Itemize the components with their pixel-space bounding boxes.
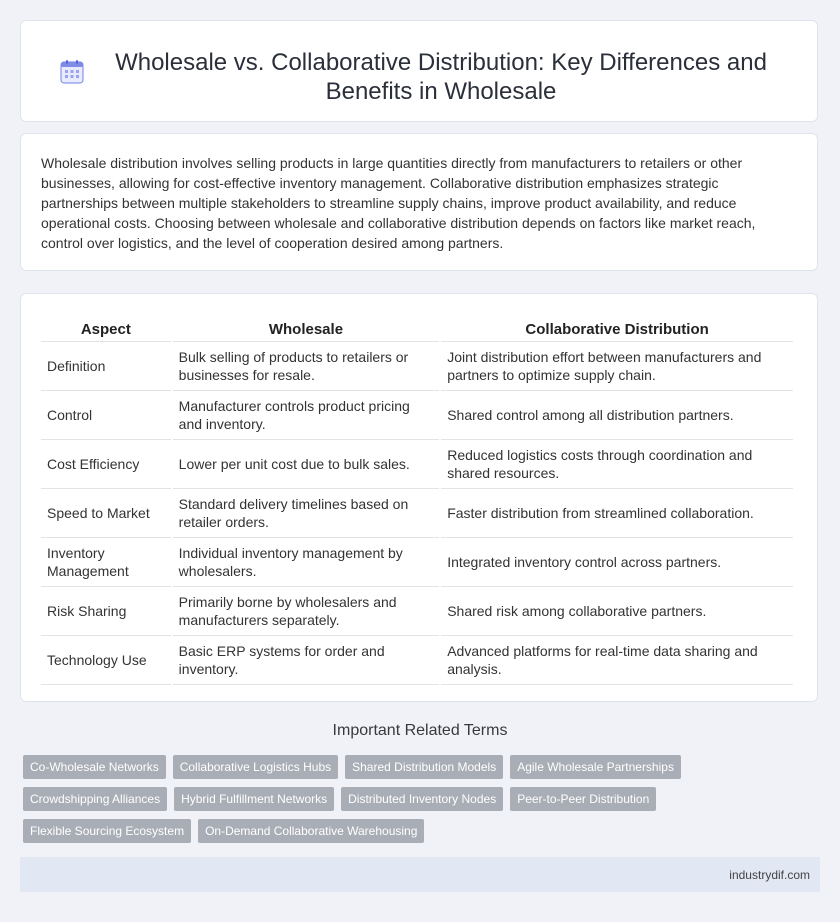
table-row: [41, 587, 793, 636]
table-header-row: [41, 312, 793, 342]
table-row: [41, 489, 793, 538]
header-aspect: Aspect: [41, 312, 171, 342]
table-cell-aspect: Definition: [41, 342, 171, 391]
footer-bar: [20, 857, 820, 892]
table-cell-collaborative: Shared control among all distribution partners.: [441, 391, 793, 440]
comparison-table: [39, 312, 795, 685]
table-cell-aspect: Technology Use: [41, 636, 171, 685]
table-cell-aspect: Risk Sharing: [41, 587, 171, 636]
related-term-tag[interactable]: On-Demand Collaborative Warehousing: [198, 819, 424, 843]
page-title: Wholesale vs. Collaborative Distribution: Key Differences and Benefits in Wholesale: [115, 48, 767, 105]
table-row: [41, 342, 793, 391]
table-cell-wholesale: Lower per unit cost due to bulk sales.: [173, 440, 440, 489]
table-cell-collaborative: Shared risk among collaborative partners.: [441, 587, 793, 636]
table-row: [41, 440, 793, 489]
table-cell-wholesale: Basic ERP systems for order and inventory.: [173, 636, 440, 685]
tag-row: [23, 819, 813, 843]
related-term-tag[interactable]: Flexible Sourcing Ecosystem: [23, 819, 191, 843]
tag-row: [23, 787, 813, 811]
table-cell-aspect: Cost Efficiency: [41, 440, 171, 489]
related-term-tag[interactable]: Shared Distribution Models: [345, 755, 503, 779]
table-row: [41, 391, 793, 440]
related-term-tag[interactable]: Peer-to-Peer Distribution: [510, 787, 656, 811]
table-row: [41, 538, 793, 587]
related-term-tag[interactable]: Hybrid Fulfillment Networks: [174, 787, 334, 811]
related-term-tag[interactable]: Collaborative Logistics Hubs: [173, 755, 338, 779]
header-wholesale: Wholesale: [173, 312, 440, 342]
related-term-tag[interactable]: Distributed Inventory Nodes: [341, 787, 503, 811]
calendar-icon: [59, 59, 85, 85]
table-cell-aspect: Inventory Management: [41, 538, 171, 587]
header-collaborative: Collaborative Distribution: [441, 312, 793, 342]
table-cell-wholesale: Bulk selling of products to retailers or businesses for resale.: [173, 342, 440, 391]
table-cell-aspect: Control: [41, 391, 171, 440]
table-cell-aspect: Speed to Market: [41, 489, 171, 538]
intro-paragraph: Wholesale distribution involves selling products in large quantities directly from manufacturers to retailers or other businesses, allowing for cost-effective inventory management. Collaborative distribution emphasizes strategic partnerships between multiple stakeholders to streamline supply chains, improve product availability, and reduce operational costs. Choosing between wholesale and collaborative distribution depends on factors like market reach, control over logistics, and the level of cooperation desired among partners.: [41, 155, 756, 251]
table-row: [41, 636, 793, 685]
comparison-card: [20, 293, 818, 702]
title-wrapper: [59, 37, 779, 106]
table-cell-collaborative: Advanced platforms for real-time data sharing and analysis.: [441, 636, 793, 685]
related-terms-heading: Important Related Terms: [332, 722, 508, 739]
intro-card: [20, 133, 818, 271]
table-cell-wholesale: Manufacturer controls product pricing and inventory.: [173, 391, 440, 440]
table-cell-wholesale: Primarily borne by wholesalers and manufacturers separately.: [173, 587, 440, 636]
table-cell-wholesale: Standard delivery timelines based on retailer orders.: [173, 489, 440, 538]
title-card: [20, 20, 818, 122]
table-cell-collaborative: Reduced logistics costs through coordination and shared resources.: [441, 440, 793, 489]
related-term-tag[interactable]: Agile Wholesale Partnerships: [510, 755, 681, 779]
table-cell-wholesale: Individual inventory management by wholesalers.: [173, 538, 440, 587]
related-term-tag[interactable]: Crowdshipping Alliances: [23, 787, 167, 811]
footer-site[interactable]: industrydif.com: [729, 867, 810, 882]
table-cell-collaborative: Faster distribution from streamlined collaboration.: [441, 489, 793, 538]
related-term-tag[interactable]: Co-Wholesale Networks: [23, 755, 166, 779]
related-terms-list: [23, 755, 813, 851]
tag-row: [23, 755, 813, 779]
table-cell-collaborative: Integrated inventory control across partners.: [441, 538, 793, 587]
table-cell-collaborative: Joint distribution effort between manufacturers and partners to optimize supply chain.: [441, 342, 793, 391]
